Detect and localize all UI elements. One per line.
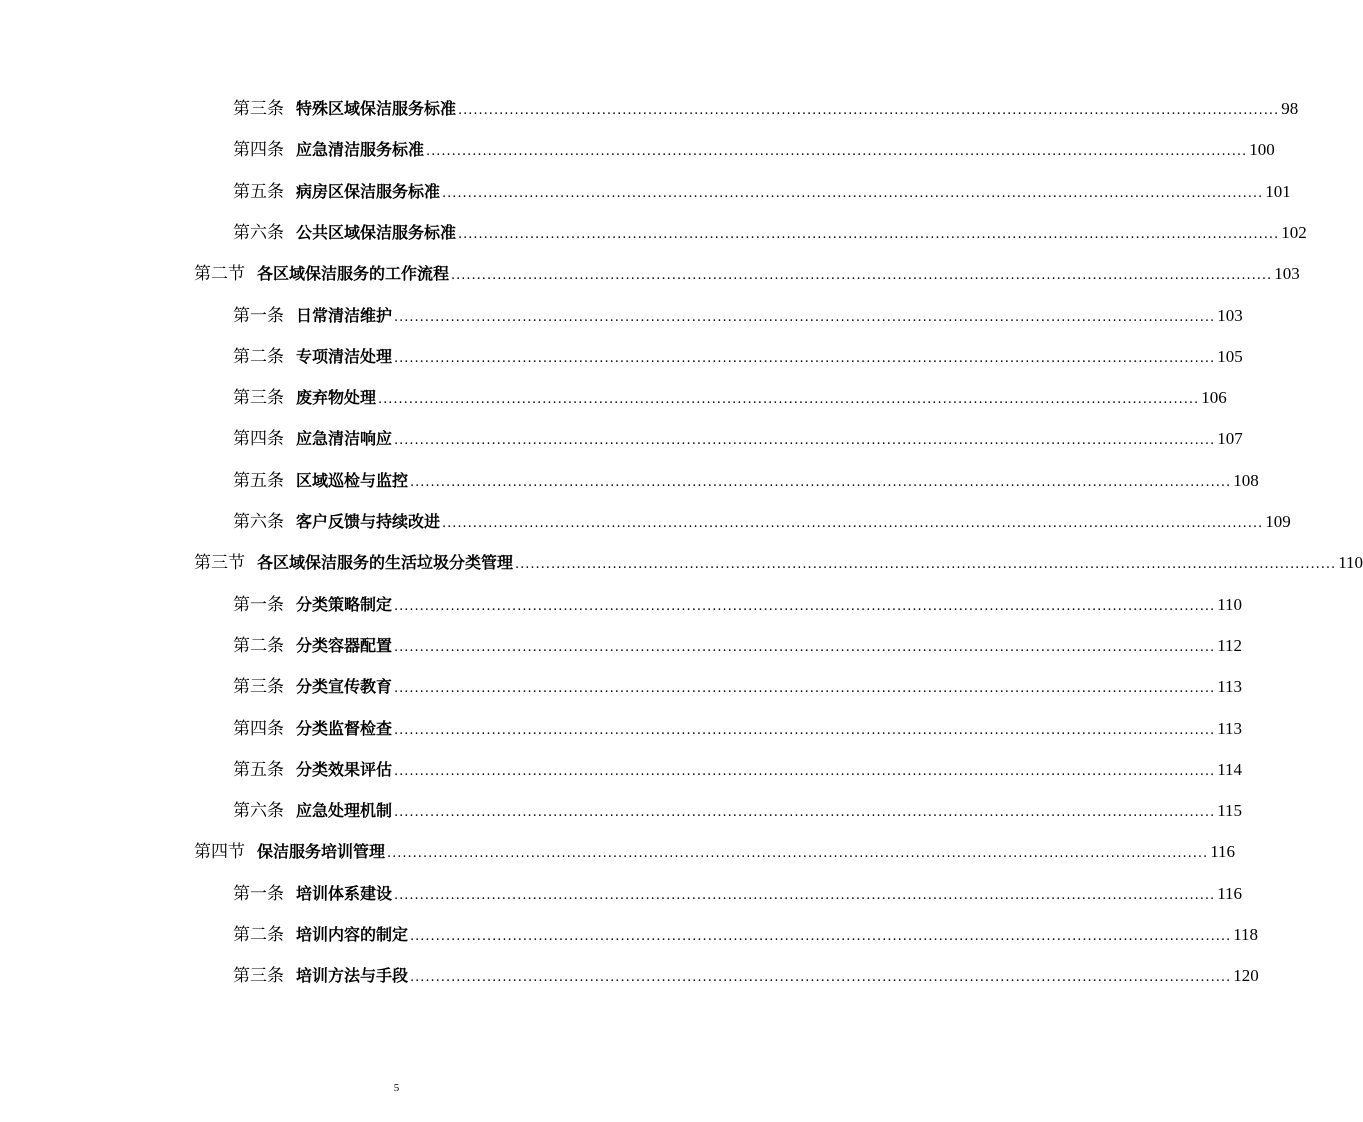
- toc-entry-number: 第四条: [233, 429, 284, 449]
- toc-entry-title: 日常清洁维护: [296, 306, 393, 325]
- toc-entry-title: 废弃物处理: [296, 388, 377, 407]
- toc-article-entry[interactable]: [233, 468, 1259, 494]
- toc-entry-number: 第三节: [194, 553, 245, 573]
- toc-entry-page: 102: [1281, 223, 1307, 242]
- toc-entry-title: 各区域保洁服务的生活垃圾分类管理: [257, 553, 514, 572]
- toc-entry-number: 第二条: [233, 925, 284, 945]
- toc-dot-leader: ................................................................................................................................................................: [410, 970, 1232, 985]
- toc-article-entry[interactable]: [233, 798, 1243, 824]
- toc-entry-number: 第一条: [233, 306, 284, 326]
- toc-entry-number: 第一条: [233, 884, 284, 904]
- toc-entry-title: 应急清洁响应: [296, 429, 393, 448]
- toc-section-entry[interactable]: [194, 261, 1300, 287]
- toc-entry-number: 第四条: [233, 140, 284, 160]
- toc-section-entry[interactable]: [194, 839, 1236, 865]
- toc-entry-page: 101: [1265, 182, 1291, 201]
- toc-entry-page: 108: [1233, 471, 1259, 490]
- toc-article-entry[interactable]: [233, 716, 1243, 742]
- toc-entry-number: 第五条: [233, 182, 284, 202]
- toc-entry-page: 116: [1210, 842, 1236, 861]
- toc-entry-page: 115: [1217, 801, 1243, 820]
- toc-dot-leader: ................................................................................................................................................................: [426, 144, 1248, 159]
- toc-entry-title: 分类宣传教育: [296, 677, 393, 696]
- toc-entry-page: 105: [1217, 347, 1243, 366]
- toc-entry-title: 各区域保洁服务的工作流程: [257, 264, 450, 283]
- toc-article-entry[interactable]: [233, 633, 1243, 659]
- toc-article-entry[interactable]: [233, 509, 1291, 535]
- toc-dot-leader: ................................................................................................................................................................: [394, 888, 1216, 903]
- toc-entry-number: 第四条: [233, 719, 284, 739]
- toc-article-entry[interactable]: [233, 674, 1243, 700]
- toc-dot-leader: ................................................................................................................................................................: [387, 846, 1209, 861]
- toc-entry-number: 第六条: [233, 223, 284, 243]
- toc-entry-title: 保洁服务培训管理: [257, 842, 386, 861]
- toc-entry-number: 第五条: [233, 760, 284, 780]
- toc-entry-title: 分类策略制定: [296, 595, 393, 614]
- toc-article-entry[interactable]: [233, 385, 1227, 411]
- toc-entry-number: 第六条: [233, 512, 284, 532]
- toc-article-entry[interactable]: [233, 922, 1259, 948]
- toc-entry-page: 103: [1217, 306, 1243, 325]
- toc-entry-number: 第三条: [233, 99, 284, 119]
- toc-entry-page: 118: [1233, 925, 1259, 944]
- toc-dot-leader: ................................................................................................................................................................: [394, 764, 1216, 779]
- toc-entry-title: 分类容器配置: [296, 636, 393, 655]
- toc-entry-page: 100: [1249, 140, 1275, 159]
- toc-entry-number: 第二节: [194, 264, 245, 284]
- toc-entry-title: 应急清洁服务标准: [296, 140, 425, 159]
- toc-dot-leader: ................................................................................................................................................................: [394, 640, 1216, 655]
- toc-entry-number: 第三条: [233, 388, 284, 408]
- toc-entry-title: 客户反馈与持续改进: [296, 512, 441, 531]
- toc-entry-number: 第二条: [233, 636, 284, 656]
- toc-dot-leader: ................................................................................................................................................................: [394, 351, 1216, 366]
- toc-dot-leader: ................................................................................................................................................................: [378, 392, 1200, 407]
- toc-entry-number: 第六条: [233, 801, 284, 821]
- toc-entry-title: 公共区域保洁服务标准: [296, 223, 457, 242]
- toc-entry-page: 112: [1217, 636, 1243, 655]
- toc-article-entry[interactable]: [233, 344, 1243, 370]
- toc-entry-page: 103: [1274, 264, 1300, 283]
- toc-dot-leader: ................................................................................................................................................................: [458, 103, 1280, 118]
- toc-entry-title: 区域巡检与监控: [296, 471, 409, 490]
- toc-dot-leader: ................................................................................................................................................................: [394, 681, 1216, 696]
- toc-entry-title: 应急处理机制: [296, 801, 393, 820]
- toc-entry-title: 分类监督检查: [296, 719, 393, 738]
- toc-entry-number: 第一条: [233, 595, 284, 615]
- toc-dot-leader: ................................................................................................................................................................: [394, 805, 1216, 820]
- toc-entry-page: 114: [1217, 760, 1243, 779]
- toc-entry-number: 第三条: [233, 966, 284, 986]
- toc-entry-page: 110: [1217, 595, 1243, 614]
- toc-dot-leader: ................................................................................................................................................................: [442, 516, 1264, 531]
- toc-dot-leader: ................................................................................................................................................................: [442, 186, 1264, 201]
- toc-article-entry[interactable]: [233, 137, 1275, 163]
- toc-entry-number: 第五条: [233, 471, 284, 491]
- toc-entry-title: 病房区保洁服务标准: [296, 182, 441, 201]
- toc-article-entry[interactable]: [233, 963, 1259, 989]
- toc-article-entry[interactable]: [233, 757, 1243, 783]
- toc-entry-page: 113: [1217, 719, 1243, 738]
- toc-entry-title: 特殊区域保洁服务标准: [296, 99, 457, 118]
- toc-article-entry[interactable]: [233, 881, 1243, 907]
- toc-entry-title: 专项清洁处理: [296, 347, 393, 366]
- toc-article-entry[interactable]: [233, 303, 1243, 329]
- toc-section-entry[interactable]: [194, 550, 1363, 576]
- toc-entry-page: 116: [1217, 884, 1243, 903]
- toc-dot-leader: ................................................................................................................................................................: [410, 929, 1232, 944]
- toc-dot-leader: ................................................................................................................................................................: [394, 433, 1216, 448]
- toc-entry-title: 培训内容的制定: [296, 925, 409, 944]
- toc-article-entry[interactable]: [233, 96, 1299, 122]
- toc-entry-page: 113: [1217, 677, 1243, 696]
- toc-entry-page: 106: [1201, 388, 1227, 407]
- toc-article-entry[interactable]: [233, 220, 1307, 246]
- toc-dot-leader: ................................................................................................................................................................: [451, 268, 1273, 283]
- toc-dot-leader: ................................................................................................................................................................: [458, 227, 1280, 242]
- toc-dot-leader: ................................................................................................................................................................: [410, 475, 1232, 490]
- toc-dot-leader: ................................................................................................................................................................: [394, 310, 1216, 325]
- toc-entry-number: 第四节: [194, 842, 245, 862]
- toc-dot-leader: ................................................................................................................................................................: [394, 723, 1216, 738]
- toc-entry-page: 98: [1281, 99, 1299, 118]
- page-number: 5: [393, 1082, 400, 1094]
- toc-entry-page: 107: [1217, 429, 1243, 448]
- toc-entry-page: 120: [1233, 966, 1259, 985]
- toc-entry-page: 109: [1265, 512, 1291, 531]
- toc-dot-leader: ................................................................................................................................................................: [394, 599, 1216, 614]
- toc-entry-title: 培训方法与手段: [296, 966, 409, 985]
- toc-article-entry[interactable]: [233, 426, 1243, 452]
- toc-article-entry[interactable]: [233, 179, 1291, 205]
- toc-entry-page: 110: [1338, 553, 1363, 572]
- toc-article-entry[interactable]: [233, 592, 1243, 618]
- toc-entry-number: 第三条: [233, 677, 284, 697]
- toc-entry-title: 培训体系建设: [296, 884, 393, 903]
- toc-entry-number: 第二条: [233, 347, 284, 367]
- toc-entry-title: 分类效果评估: [296, 760, 393, 779]
- toc-dot-leader: ................................................................................................................................................................: [515, 557, 1337, 572]
